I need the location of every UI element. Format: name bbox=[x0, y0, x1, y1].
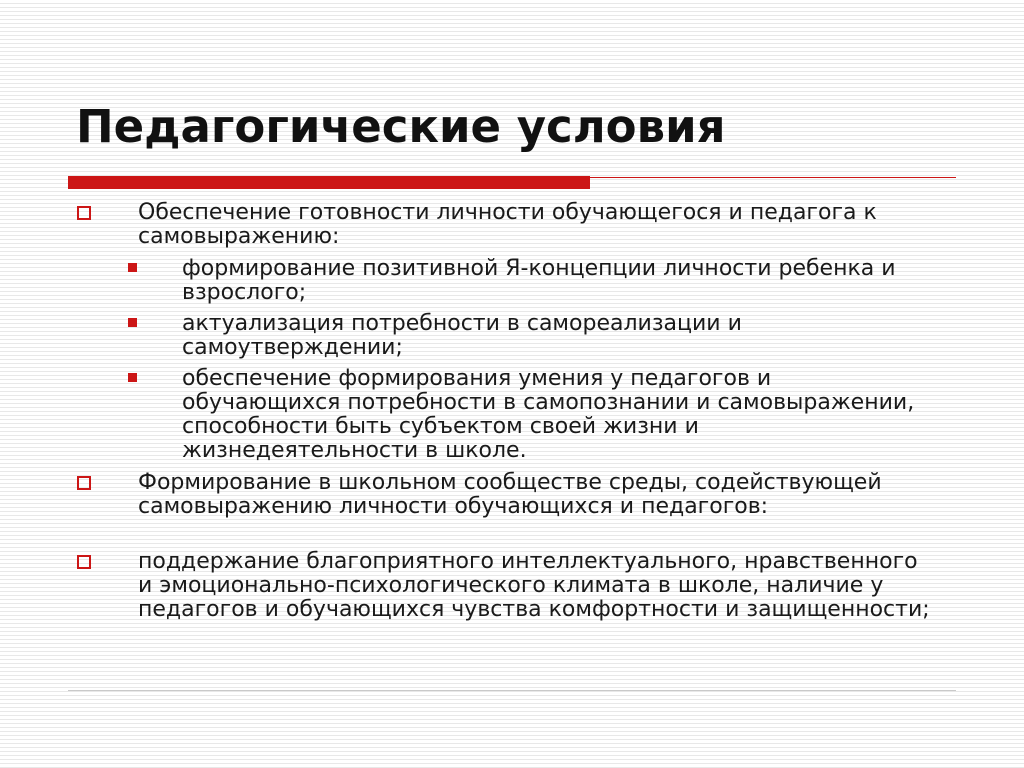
filled-square-bullet-icon bbox=[128, 318, 137, 327]
sub-bullet-text: формирование позитивной Я-концепции личности ребенка и взрослого; bbox=[182, 256, 896, 305]
bullet-text: поддержание благоприятного интеллектуального, нравственного и эмоционально-психологического климата в школе, наличие у педагогов и обучающихся чувства комфортности и защищенности; bbox=[138, 549, 930, 622]
sub-bullet-item bbox=[182, 312, 922, 360]
sub-bullet-text: актуализация потребности в самореализации и самоутверждении; bbox=[182, 311, 742, 360]
slide-title: Педагогические условия bbox=[76, 100, 726, 153]
bullet-item bbox=[138, 471, 938, 519]
hollow-square-bullet-icon bbox=[77, 476, 91, 490]
sub-bullet-item bbox=[182, 367, 922, 463]
bullet-item bbox=[138, 550, 938, 622]
footer-divider bbox=[68, 690, 956, 691]
title-accent-bar bbox=[68, 176, 590, 189]
hollow-square-bullet-icon bbox=[77, 206, 91, 220]
sub-bullet-text: обеспечение формирования умения у педагогов и обучающихся потребности в самопознании и самовыражении, способности быть субъектом своей жизни и жизнедеятельности в школе. bbox=[182, 366, 915, 463]
filled-square-bullet-icon bbox=[128, 373, 137, 382]
sub-bullet-item bbox=[182, 257, 922, 305]
filled-square-bullet-icon bbox=[128, 263, 137, 272]
bullet-text: Формирование в школьном сообществе среды, содействующей самовыражению личности обучающихся и педагогов: bbox=[138, 470, 882, 519]
hollow-square-bullet-icon bbox=[77, 555, 91, 569]
bullet-item bbox=[138, 201, 938, 249]
title-accent-line bbox=[590, 177, 956, 178]
bullet-text: Обеспечение готовности личности обучающегося и педагога к самовыражению: bbox=[138, 200, 877, 249]
